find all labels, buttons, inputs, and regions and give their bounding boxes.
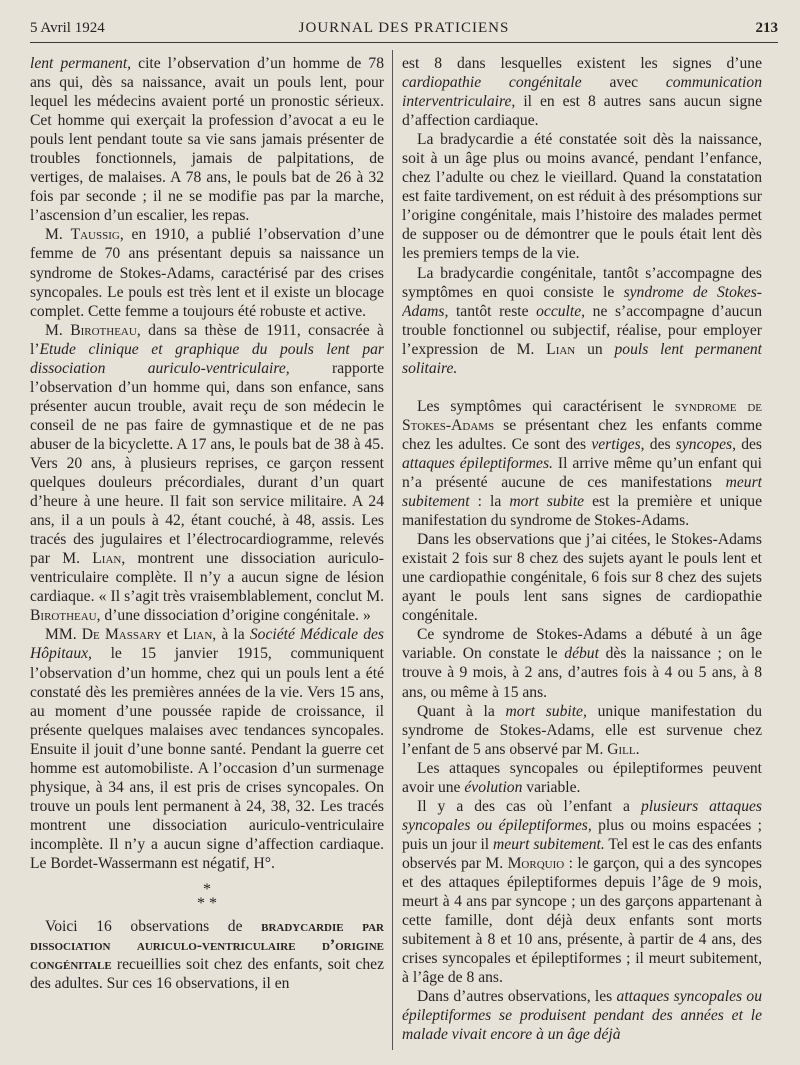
paragraph <box>402 625 762 701</box>
issue-date: 5 Avril 1924 <box>30 20 105 36</box>
journal-title: JOURNAL DES PRATICIENS <box>298 20 510 36</box>
text: MM. <box>45 626 82 644</box>
text: des <box>644 435 676 453</box>
text: Ce syndrome de Stokes-Adams a débuté à un âge variable. On constate le <box>402 626 762 663</box>
author-name: Birotheau <box>30 607 97 625</box>
paragraph <box>402 264 762 378</box>
text: Voici 16 observations de <box>45 918 262 936</box>
emphasis: plusieurs attaques syncopales ou épileptiformes, <box>402 797 762 834</box>
emphasis: vertiges, <box>591 435 645 453</box>
emphasis: communication interventriculaire, <box>402 74 762 111</box>
section-separator <box>30 883 384 911</box>
right-column <box>402 54 762 1054</box>
paragraph <box>30 917 384 993</box>
text: des <box>736 435 762 453</box>
author-name: Lian <box>183 626 213 644</box>
paragraph <box>30 54 384 225</box>
paragraph <box>30 625 384 873</box>
emphasis: début <box>564 645 599 663</box>
emphasis: syndrome de Stokes-Adams, <box>402 283 762 320</box>
text: La bradycardie congénitale, tantôt s’accompagne des symptômes en quoi consiste le <box>402 264 762 301</box>
text: se présentant chez les enfants comme chez les adultes. Ce sont des <box>402 416 762 453</box>
text: M. <box>45 226 71 244</box>
text: , montrent une dissociation auriculo-ventriculaire complète. Il n’y a aucun signe de lésion cardiaque. « Il s’agit très vraisemblablement, conclut M. <box>30 550 384 606</box>
emphasized-term: syndrome de Stokes-Adams <box>402 397 762 434</box>
text: le 15 janvier 1915, communiquent l’observation d’un homme, chez qui un pouls lent a été constaté dès les premières années de la vie. Vers 15 ans, au moment d’une poussée rapide de croissance, il présente quelques malaises avec tendances syncopales. Ensuite il jouit d’une bonne santé. Pendant la guerre cet homme est automobiliste. A l’occasion d’un surmenage physique, à 34 ans, il est pris de crises syncopales. On trouve un pouls lent permanent à 24, 38, 32. Les tracés montrent une dissociation auriculo-ventriculaire incomplète. Il n’y a aucun signe d’affection cardiaque. Le Bordet-Wassermann est négatif, H°. <box>30 645 384 872</box>
text: . <box>635 740 640 758</box>
text: Tel est le cas des enfants observés par M. <box>402 835 762 872</box>
paragraph: Dans les observations que j’ai citées, le Stokes-Adams existait 2 fois sur 8 chez des sujets ayant le pouls lent et une cardiopathie congénitale, 6 fois sur 8 chez des sujets ayant le pouls lent sans signes de cardiopathie congénitale. <box>402 531 762 625</box>
emphasis: syncopes, <box>675 435 736 453</box>
text: Les symptômes qui caractérisent le <box>417 397 675 415</box>
emphasis: pouls lent permanent solitaire. <box>402 340 762 377</box>
emphasis: mort subite, <box>505 702 587 720</box>
text: un <box>575 340 615 358</box>
paragraph <box>402 54 762 130</box>
emphasis: Etude clinique et graphique du pouls lent par dissociation auriculo-ventriculaire, <box>30 340 384 377</box>
emphasis: Société Médicale des Hôpitaux, <box>30 626 384 663</box>
text: Dans d’autres observations, les <box>417 988 617 1006</box>
paragraph <box>402 759 762 797</box>
author-name: Gill <box>607 740 636 758</box>
text: , en 1910, a publié l’observation d’une femme de 70 ans présentant depuis sa naissance un syndrome de Stokes-Adams, caractérisé par des crises syncopales. Le pouls est très lent et il existe un blocage complet. Cette femme a toujours été robuste et active. <box>30 226 384 320</box>
text: Quant à la <box>417 702 506 720</box>
text: variable. <box>522 778 581 796</box>
text: dès la naissance ; on le trouve à 9 mois, à 2 ans, d’autres fois à 4 ou 5 ans, à 8 ans, ou même à 15 ans. <box>402 645 762 701</box>
emphasis: lent permanent, <box>30 55 132 72</box>
text: et <box>161 626 184 644</box>
author-name: Morquio <box>507 854 565 872</box>
left-column <box>30 54 384 1054</box>
author-name: Lian <box>92 550 122 568</box>
text: , d’une dissociation d’origine congénitale. » <box>96 607 371 625</box>
page-number: 213 <box>755 20 778 36</box>
text: M. <box>45 321 71 339</box>
text: rapporte l’observation d’un homme qui, dans son enfance, sans présenter aucun trouble, avait reçu de son médecin le conseil de ne pas faire de gymnastique et de ne pas abuser de la bicyclette. A 17 ans, le pouls bat de 38 à 45. Vers 20 ans, à plusieurs reprises, ce garçon ressent quelques douleurs précordiales, durant d’un quart d’heure à une heure. Il fait son service militaire. A 24 ans, il a un pouls à 42, étant couché, à 48, assis. Les tracés des jugulaires et l’électrocardiogramme, relevés par M. <box>30 359 384 568</box>
text: : la <box>469 493 510 511</box>
text: tantôt reste <box>448 302 537 320</box>
paragraph <box>402 987 762 1044</box>
emphasis: meurt subitement <box>402 473 762 511</box>
text: unique manifestation du syndrome de Stokes-Adams, elle est survenue chez l’enfant de 5 ans observé par M. <box>402 702 762 758</box>
paragraph: La bradycardie a été constatée soit dès la naissance, soit à un âge plus ou moins avancé, pendant l’enfance, chez l’adulte ou chez le vieillard. Quand la constatation est faite tardivement, on est réduit à des présomptions sur l’origine congénitale, mais l’histoire des malades permet de supposer ou de démontrer que le pouls était lent dès les premiers temps de la vie. <box>402 131 762 263</box>
emphasis: cardiopathie congénitale <box>402 74 582 92</box>
text: il en est 8 autres sans aucun signe d’affection cardiaque. <box>402 93 762 130</box>
text: plus ou moins espacées ; puis un jour il <box>402 816 762 853</box>
paragraph <box>30 321 384 626</box>
running-header <box>30 18 778 43</box>
text: , dans sa thèse de 1911, consacrée à l’ <box>30 321 384 358</box>
text: Il y a des cas où l’enfant a <box>417 797 641 815</box>
author-name: De Massary <box>81 626 162 644</box>
text: , à la <box>212 626 250 644</box>
paragraph <box>402 397 762 530</box>
paragraph <box>30 225 384 320</box>
text: cite l’observation d’un homme de 78 ans qui, dès sa naissance, avait un pouls lent, pour lequel les médecins avaient porté un pronostic sérieux. Cet homme qui exerçait la profession d’avocat a eu le pouls lent pendant toute sa vie sans jamais présenter de troubles fonctionnels, jamais de palpitations, de vertiges, de malaises. A 78 ans, le pouls bat de 26 à 32 fois par seconde ; il ne se modifie pas par la marche, l’ascension d’un escalier, les repas. <box>30 55 384 225</box>
paragraph <box>402 797 762 987</box>
author-name: Birotheau <box>70 321 137 339</box>
author-name: Taussig <box>70 226 120 244</box>
emphasis: mort subite <box>509 493 585 511</box>
text: Il arrive même qu’un enfant qui n’a présenté aucune de ces manifestations <box>402 454 762 491</box>
paragraph <box>402 702 762 759</box>
text: est la première et unique manifestation du syndrome de Stokes-Adams. <box>402 493 762 530</box>
separator-stars: * * <box>197 895 217 913</box>
text: ne s’accompagne d’aucun trouble fonctionnel ou subjectif, réalise, pour employer l’expression de M. <box>402 302 762 358</box>
emphasis: meurt subitement. <box>493 835 605 853</box>
emphasis: occulte, <box>536 302 586 320</box>
emphasis: attaques épileptiformes. <box>402 454 553 472</box>
text: avec <box>581 74 666 92</box>
emphasis: évolution <box>464 778 523 796</box>
text: : le garçon, qui a des syncopes et des attaques épileptiformes depuis l’âge de 9 mois, meurt à 4 ans par syncope ; un des garçons appartenant à cette famille, dont déjà deux enfants sont morts subitement à 8 et 10 ans, présente, à partir de 4 ans, des crises syncopales et épileptiformes ; il meurt subitement, à l’âge de 8 ans. <box>402 854 762 987</box>
emphasized-term: bradycardie par dissociation auriculo-ventriculaire d’origine congénitale <box>30 918 384 974</box>
text: est 8 dans lesquelles existent les signes d’une <box>402 55 762 72</box>
text: recueillies soit chez des enfants, soit chez des adultes. Sur ces 16 observations, il en <box>30 956 384 993</box>
emphasis: attaques syncopales ou épileptiformes se produisent pendant des années et le malade vivait encore à un âge déjà <box>402 988 762 1044</box>
author-name: Lian <box>546 340 576 358</box>
text: Les attaques syncopales ou épileptiformes peuvent avoir une <box>402 759 762 796</box>
column-divider <box>392 50 393 1050</box>
separator-star: * <box>203 881 211 899</box>
